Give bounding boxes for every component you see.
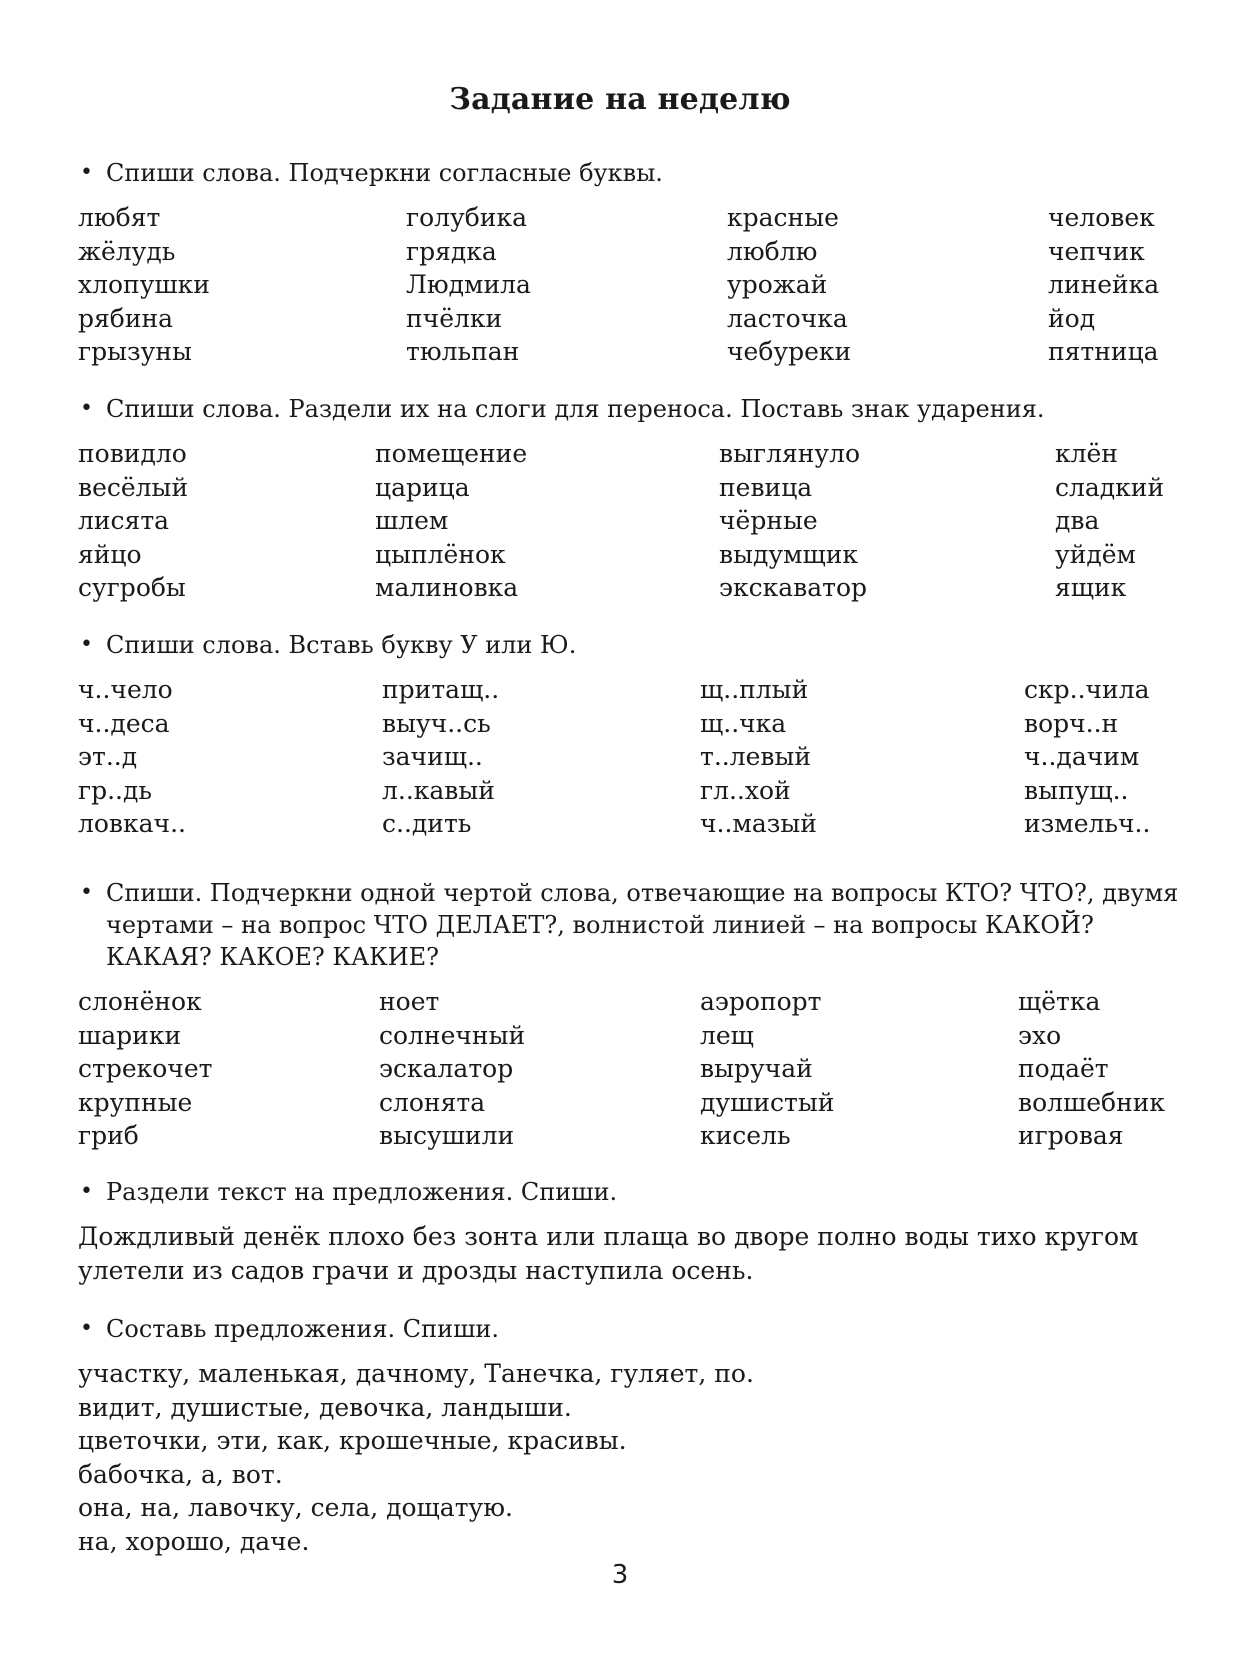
word: волшебник	[1018, 1087, 1166, 1117]
word: линейка	[1048, 270, 1160, 300]
word: т..левый	[700, 742, 812, 772]
word: выручай	[700, 1054, 813, 1084]
exercise-2	[78, 393, 1188, 605]
exercise-3-instruction: • Спиши слова. Вставь букву У или Ю.	[80, 631, 577, 659]
word: шлем	[375, 506, 449, 536]
word: ящик	[1055, 573, 1127, 603]
word: пчёлки	[406, 303, 503, 333]
word-column	[719, 437, 867, 605]
word-grid-3	[78, 673, 1188, 841]
word: душистый	[700, 1087, 835, 1117]
word: аэропорт	[700, 987, 822, 1016]
word-grid-1	[78, 201, 1188, 369]
word: хлопушки	[78, 270, 210, 300]
word: щётка	[1018, 987, 1101, 1016]
word: ловкач..	[78, 809, 186, 839]
word: малиновка	[375, 573, 519, 603]
bullet-icon: •	[80, 632, 93, 657]
word-set-line: она, на, лавочку, села, дощатую.	[78, 1493, 513, 1523]
word: тюльпан	[406, 337, 520, 367]
word: сугробы	[78, 573, 186, 603]
word: щ..чка	[700, 708, 787, 738]
word-column	[382, 673, 499, 841]
bullet-icon: •	[80, 396, 93, 421]
word: чепчик	[1048, 236, 1145, 266]
word: певица	[719, 472, 813, 502]
word-grid-2	[78, 437, 1188, 605]
word: кисель	[700, 1121, 791, 1151]
word: эскалатор	[379, 1054, 514, 1084]
word: выпущ..	[1024, 775, 1129, 805]
word: два	[1055, 506, 1100, 536]
word-column	[375, 437, 527, 605]
word: сладкий	[1055, 472, 1165, 502]
word: йод	[1048, 303, 1096, 333]
exercise-3	[78, 629, 1188, 841]
word-grid-4	[78, 985, 1188, 1153]
exercise-1	[78, 157, 1188, 369]
page-number: 3	[611, 1560, 629, 1590]
word: щ..плый	[700, 675, 809, 704]
word: ч..чело	[78, 675, 173, 704]
word-column	[700, 985, 834, 1153]
word: жёлудь	[78, 236, 176, 266]
word-column	[78, 673, 186, 841]
word-column	[727, 201, 851, 369]
word: гриб	[78, 1121, 139, 1151]
word: чёрные	[719, 506, 818, 536]
word: слонята	[379, 1087, 486, 1117]
word: грядка	[406, 236, 497, 266]
word: лещ	[700, 1020, 754, 1050]
bullet-icon: •	[80, 1316, 93, 1341]
word: рябина	[78, 303, 174, 333]
exercise-6	[78, 1313, 1188, 1559]
exercise-5-instruction: • Раздели текст на предложения. Спиши.	[80, 1178, 618, 1206]
word: любят	[78, 203, 161, 232]
word: царица	[375, 472, 470, 502]
word: выдумщик	[719, 539, 859, 569]
word: притащ..	[382, 675, 500, 704]
exercise-4	[78, 877, 1188, 1153]
word: солнечный	[379, 1020, 526, 1050]
word: клён	[1055, 439, 1118, 468]
word: подаёт	[1018, 1054, 1109, 1084]
word-column	[1048, 201, 1159, 369]
bullet-icon: •	[80, 1179, 93, 1204]
word-column	[1055, 437, 1164, 605]
word: чебуреки	[727, 337, 852, 367]
word: ч..дачим	[1024, 742, 1140, 772]
word: зачищ..	[382, 742, 483, 772]
word: гр..дь	[78, 775, 152, 805]
bullet-icon: •	[80, 880, 93, 905]
word-column	[78, 201, 210, 369]
word: слонёнок	[78, 987, 202, 1016]
word: весёлый	[78, 472, 189, 502]
word: цыплёнок	[375, 539, 506, 569]
word-column	[1018, 985, 1165, 1153]
word: л..кавый	[382, 775, 495, 805]
word-set-line: участку, маленькая, дачному, Танечка, гуляет, по.	[78, 1359, 754, 1388]
word: экскаватор	[719, 573, 868, 603]
word-column	[406, 201, 531, 369]
word: урожай	[727, 270, 828, 300]
word-column	[700, 673, 817, 841]
word: с..дить	[382, 809, 472, 839]
word-column	[78, 985, 212, 1153]
word-column	[1024, 673, 1150, 841]
word: яйцо	[78, 539, 142, 569]
word: человек	[1048, 203, 1155, 232]
word: шарики	[78, 1020, 182, 1050]
word: лисята	[78, 506, 170, 536]
word: измельч..	[1024, 809, 1151, 839]
word: высушили	[379, 1121, 515, 1151]
exercise-2-instruction: • Спиши слова. Раздели их на слоги для переноса. Поставь знак ударения.	[80, 395, 1045, 423]
word-set-line: цветочки, эти, как, крошечные, красивы.	[78, 1426, 627, 1456]
word: ворч..н	[1024, 708, 1119, 738]
bullet-icon: •	[80, 160, 93, 185]
word: гл..хой	[700, 775, 791, 805]
word: уйдём	[1055, 539, 1137, 569]
word: повидло	[78, 439, 187, 468]
word: ноет	[379, 987, 440, 1016]
word: ласточка	[727, 303, 848, 333]
word: эт..д	[78, 742, 138, 772]
word-column	[78, 437, 188, 605]
word: крупные	[78, 1087, 193, 1117]
word: голубика	[406, 203, 527, 232]
exercise-6-instruction: • Составь предложения. Спиши.	[80, 1315, 500, 1343]
word-set-line: бабочка, а, вот.	[78, 1459, 283, 1489]
word-column	[379, 985, 525, 1153]
word: выглянуло	[719, 439, 861, 468]
word: пятница	[1048, 337, 1159, 367]
word: ч..мазый	[700, 809, 817, 839]
word-set-line: видит, душистые, девочка, ландыши.	[78, 1392, 572, 1422]
word: красные	[727, 203, 839, 232]
word: стрекочет	[78, 1054, 213, 1084]
word: люблю	[727, 236, 818, 266]
page-title: Задание на неделю	[449, 82, 791, 117]
word: грызуны	[78, 337, 192, 367]
exercise-5	[78, 1176, 1188, 1288]
exercise-4-instruction: • Спиши. Подчеркни одной чертой слова, отвечающие на вопросы КТО? ЧТО?, двумя чертами – на вопрос ЧТО ДЕЛАЕТ?, волнистой линией – на вопросы КАКОЙ? КАКАЯ? КАКОЕ? КАКИЕ?	[80, 879, 1179, 971]
word: выуч..сь	[382, 708, 491, 738]
word: эхо	[1018, 1020, 1062, 1050]
word: ч..деса	[78, 708, 170, 738]
unpunctuated-text: Дождливый денёк плохо без зонта или плаща во дворе полно воды тихо кругом улетели из садов грачи и дрозды наступила осень.	[78, 1222, 1139, 1285]
word-set-line: на, хорошо, даче.	[78, 1526, 310, 1556]
exercise-1-instruction: • Спиши слова. Подчеркни согласные буквы.	[80, 159, 663, 187]
word: игровая	[1018, 1121, 1124, 1151]
word-sets	[78, 1357, 1188, 1559]
word: помещение	[375, 439, 528, 468]
word: скр..чила	[1024, 675, 1150, 704]
word: Людмила	[406, 270, 531, 300]
